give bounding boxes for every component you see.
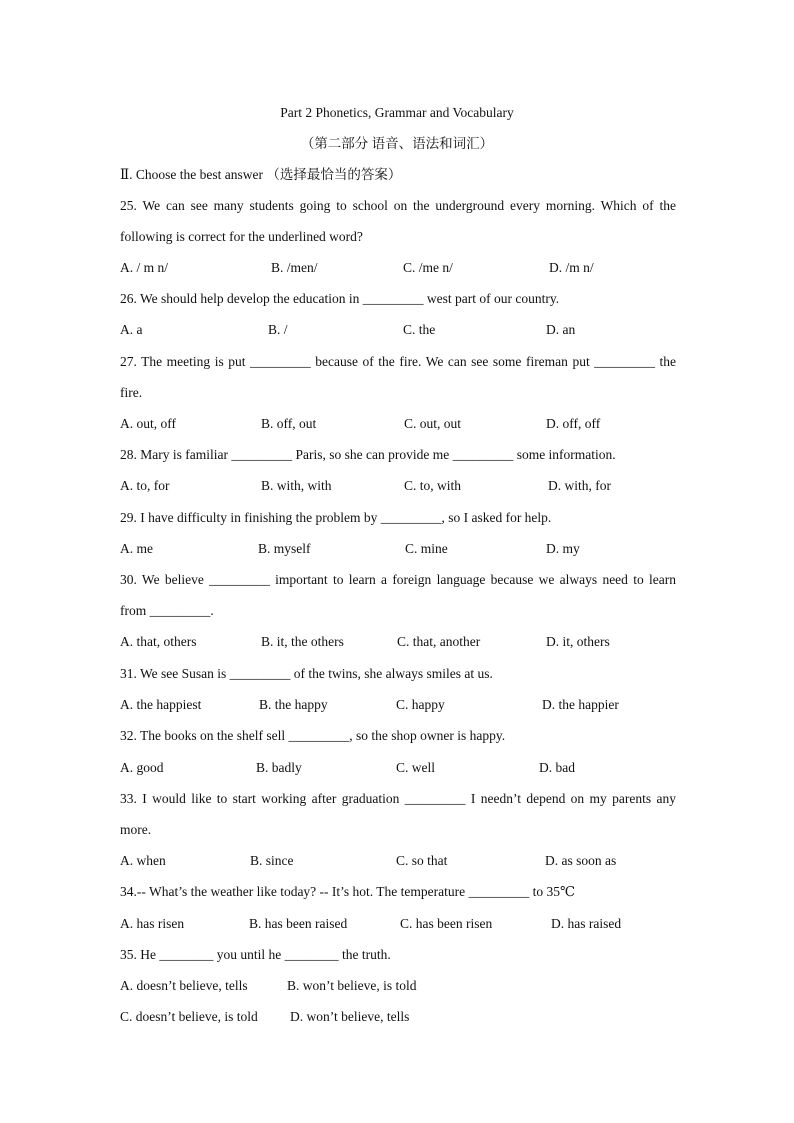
q27-option-b: B. off, out <box>261 416 317 431</box>
page-subtitle: （第二部分 语音、语法和词汇） <box>300 136 494 151</box>
q34-option-d: D. has raised <box>551 916 622 931</box>
q32-option-a: A. good <box>120 760 164 775</box>
page-title: Part 2 Phonetics, Grammar and Vocabulary <box>280 105 514 120</box>
question-31-stem: 31. We see Susan is _________ of the twins, she always smiles at us. <box>120 666 493 681</box>
q31-option-a: A. the happiest <box>120 697 202 712</box>
question-32-stem: 32. The books on the shelf sell _________, so the shop owner is happy. <box>120 728 506 743</box>
q28-option-c: C. to, with <box>404 478 462 493</box>
q30-option-a: A. that, others <box>120 634 197 649</box>
q30-option-b: B. it, the others <box>261 634 344 649</box>
q25-option-c: C. /me n/ <box>403 260 453 275</box>
question-33-stem-cont: more. <box>120 822 152 837</box>
question-27-stem-cont: fire. <box>120 385 143 400</box>
question-25-stem: 25. We can see many students going to school on the underground every morning. Which of the <box>120 198 676 213</box>
question-28-stem: 28. Mary is familiar _________ Paris, so she can provide me _________ some information. <box>120 447 616 462</box>
question-33-stem: 33. I would like to start working after graduation _________ I needn’t depend on my parents any <box>120 791 676 806</box>
q33-option-d: D. as soon as <box>545 853 617 868</box>
q25-option-b: B. /men/ <box>271 260 318 275</box>
q26-option-c: C. the <box>403 322 436 337</box>
q34-option-a: A. has risen <box>120 916 185 931</box>
q33-option-a: A. when <box>120 853 166 868</box>
q25-option-a: A. / m n/ <box>120 260 169 275</box>
q27-option-a: A. out, off <box>120 416 176 431</box>
q25-option-d: D. /m n/ <box>549 260 594 275</box>
q28-option-b: B. with, with <box>261 478 332 493</box>
q29-option-d: D. my <box>546 541 580 556</box>
q34-option-c: C. has been risen <box>400 916 493 931</box>
q31-option-d: D. the happier <box>542 697 619 712</box>
q32-option-d: D. bad <box>539 760 575 775</box>
q35-option-d: D. won’t believe, tells <box>290 1009 410 1024</box>
q27-option-d: D. off, off <box>546 416 601 431</box>
q34-option-b: B. has been raised <box>249 916 348 931</box>
q29-option-c: C. mine <box>405 541 448 556</box>
q31-option-c: C. happy <box>396 697 445 712</box>
question-35-stem: 35. He ________ you until he ________ the truth. <box>120 947 391 962</box>
question-29-stem: 29. I have difficulty in finishing the problem by _________, so I asked for help. <box>120 510 552 525</box>
question-30-stem-cont: from _________. <box>120 603 214 618</box>
q33-option-b: B. since <box>250 853 294 868</box>
q29-option-a: A. me <box>120 541 153 556</box>
question-34-stem: 34.-- What’s the weather like today? -- It’s hot. The temperature _________ to 35℃ <box>120 884 576 899</box>
q32-option-c: C. well <box>396 760 435 775</box>
question-27-stem: 27. The meeting is put _________ because of the fire. We can see some fireman put _________ the <box>120 354 676 369</box>
q26-option-a: A. a <box>120 322 143 337</box>
question-25-stem-cont: following is correct for the underlined word? <box>120 229 363 244</box>
q28-option-d: D. with, for <box>548 478 611 493</box>
q33-option-c: C. so that <box>396 853 448 868</box>
question-30-stem: 30. We believe _________ important to learn a foreign language because we always need to learn <box>120 572 676 587</box>
q30-option-c: C. that, another <box>397 634 481 649</box>
q35-option-a: A. doesn’t believe, tells <box>120 978 248 993</box>
q26-option-d: D. an <box>546 322 576 337</box>
q27-option-c: C. out, out <box>404 416 462 431</box>
q26-option-b: B. / <box>268 322 288 337</box>
q35-option-b: B. won’t believe, is told <box>287 978 417 993</box>
section-heading: Ⅱ. Choose the best answer （选择最恰当的答案） <box>120 167 402 182</box>
q31-option-b: B. the happy <box>259 697 328 712</box>
q30-option-d: D. it, others <box>546 634 610 649</box>
q29-option-b: B. myself <box>258 541 311 556</box>
q32-option-b: B. badly <box>256 760 302 775</box>
q35-option-c: C. doesn’t believe, is told <box>120 1009 258 1024</box>
q28-option-a: A. to, for <box>120 478 170 493</box>
question-26-stem: 26. We should help develop the education in _________ west part of our country. <box>120 291 560 306</box>
